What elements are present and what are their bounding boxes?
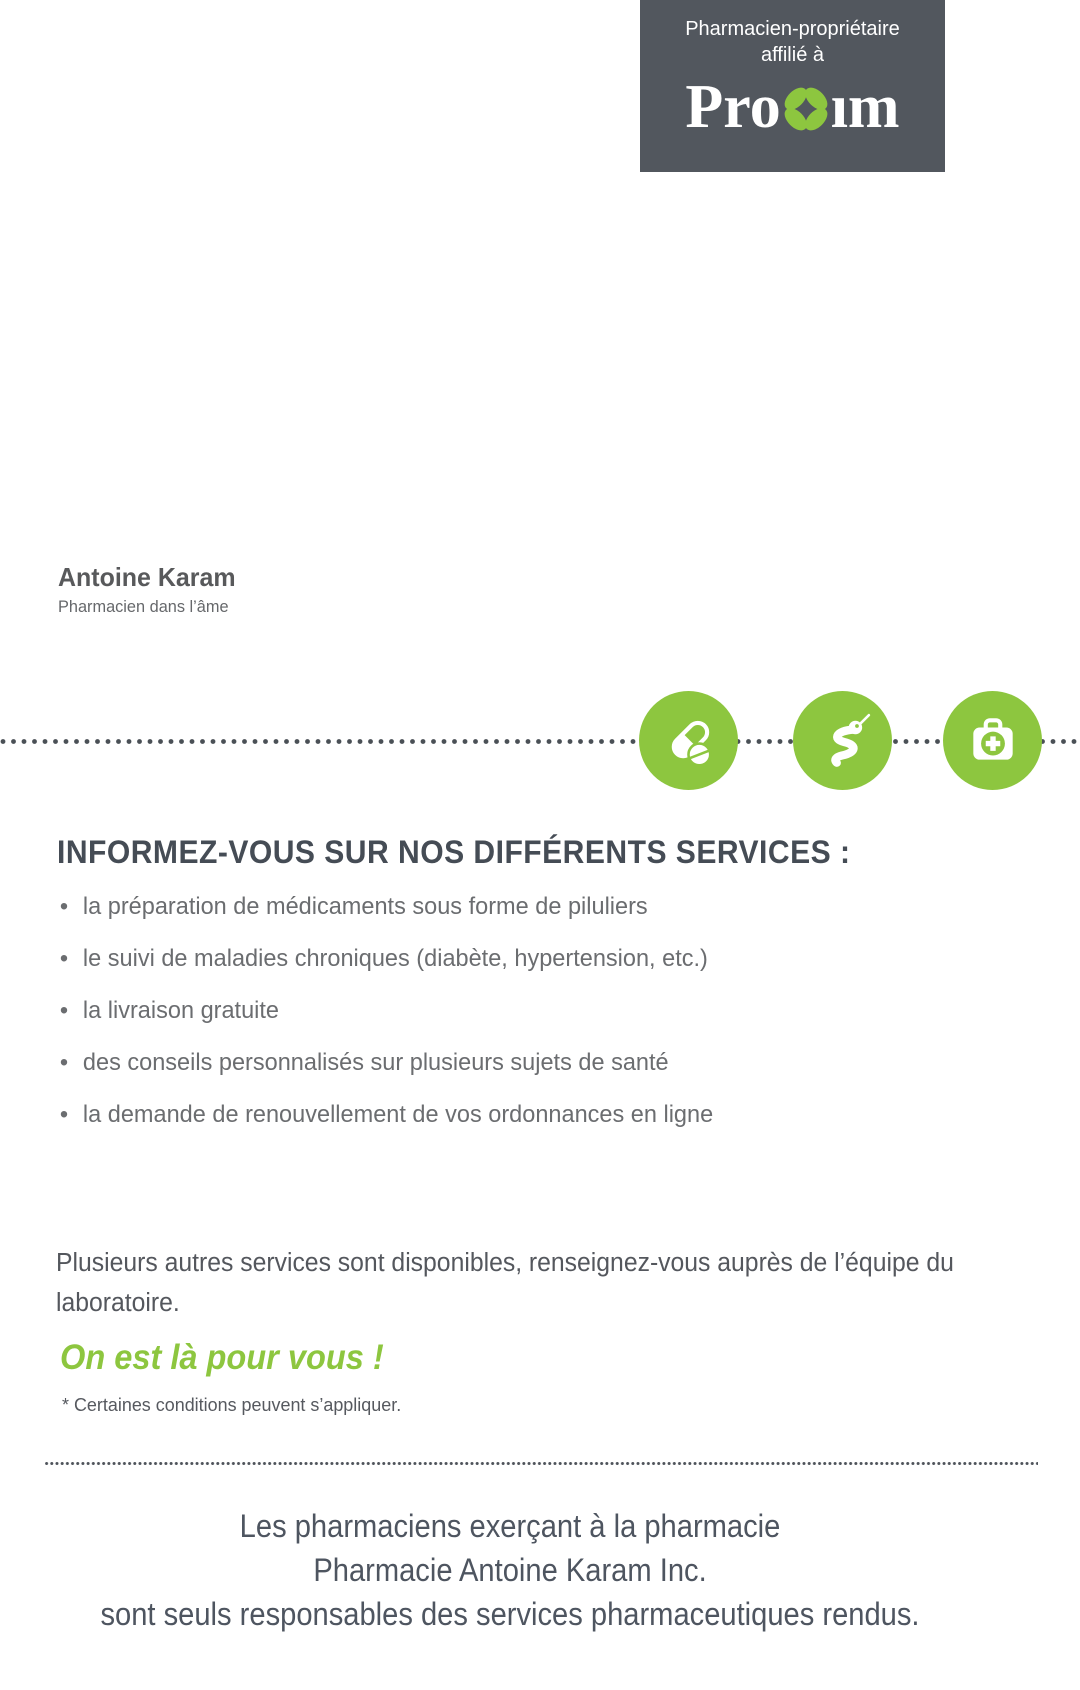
service-item-label: la demande de renouvellement de vos ordonnances en ligne [82, 1101, 714, 1128]
service-item [57, 997, 713, 1024]
footer-line-2: Pharmacie Antoine Karam Inc. [313, 1552, 707, 1588]
pharmacist-name: Antoine Karam [58, 562, 236, 592]
affiliation-badge [640, 0, 945, 172]
service-item-label: des conseils personnalisés sur plusieurs sujets de santé [82, 1049, 669, 1076]
badge-line-1: Pharmacien-propriétaire [685, 18, 900, 40]
conditions-disclaimer: * Certaines conditions peuvent s’appliquer. [62, 1394, 402, 1415]
service-item [57, 893, 713, 920]
pill-capsule-icon [639, 691, 738, 790]
service-item [57, 1049, 713, 1076]
proxim-logo [640, 73, 945, 141]
service-item [57, 945, 713, 972]
dotted-divider-bottom [45, 1461, 1038, 1466]
services-list [57, 893, 713, 1153]
more-services-paragraph: Plusieurs autres services sont disponibles, renseignez-vous auprès de l’équipe du laboratoire. [56, 1249, 954, 1317]
pharmacist-tagline: Pharmacien dans l’âme [58, 597, 229, 616]
footer-line-1: Les pharmaciens exerçant à la pharmacie [239, 1508, 781, 1544]
logo-text-post: ım [830, 73, 900, 141]
service-item-label: le suivi de maladies chroniques (diabète, hypertension, etc.) [82, 945, 708, 972]
badge-line-2: affilié à [760, 44, 824, 66]
dotted-divider-top [0, 738, 1080, 745]
first-aid-kit-icon [943, 691, 1042, 790]
slogan-text: On est là pour vous ! [60, 1338, 384, 1377]
service-item-label: la préparation de médicaments sous forme de piluliers [82, 893, 648, 920]
service-item-label: la livraison gratuite [82, 997, 280, 1024]
footer-line-3: sont seuls responsables des services pharmaceutiques rendus. [100, 1596, 920, 1632]
service-item [57, 1101, 713, 1128]
pharmacist-block [58, 561, 236, 619]
serpent-needle-icon [793, 691, 892, 790]
logo-text-pre: Pro [685, 73, 781, 141]
services-heading: INFORMEZ-VOUS SUR NOS DIFFÉRENTS SERVICES : [57, 834, 851, 870]
proxim-x-leaf-icon [781, 77, 831, 137]
footer-legal [46, 1504, 974, 1636]
